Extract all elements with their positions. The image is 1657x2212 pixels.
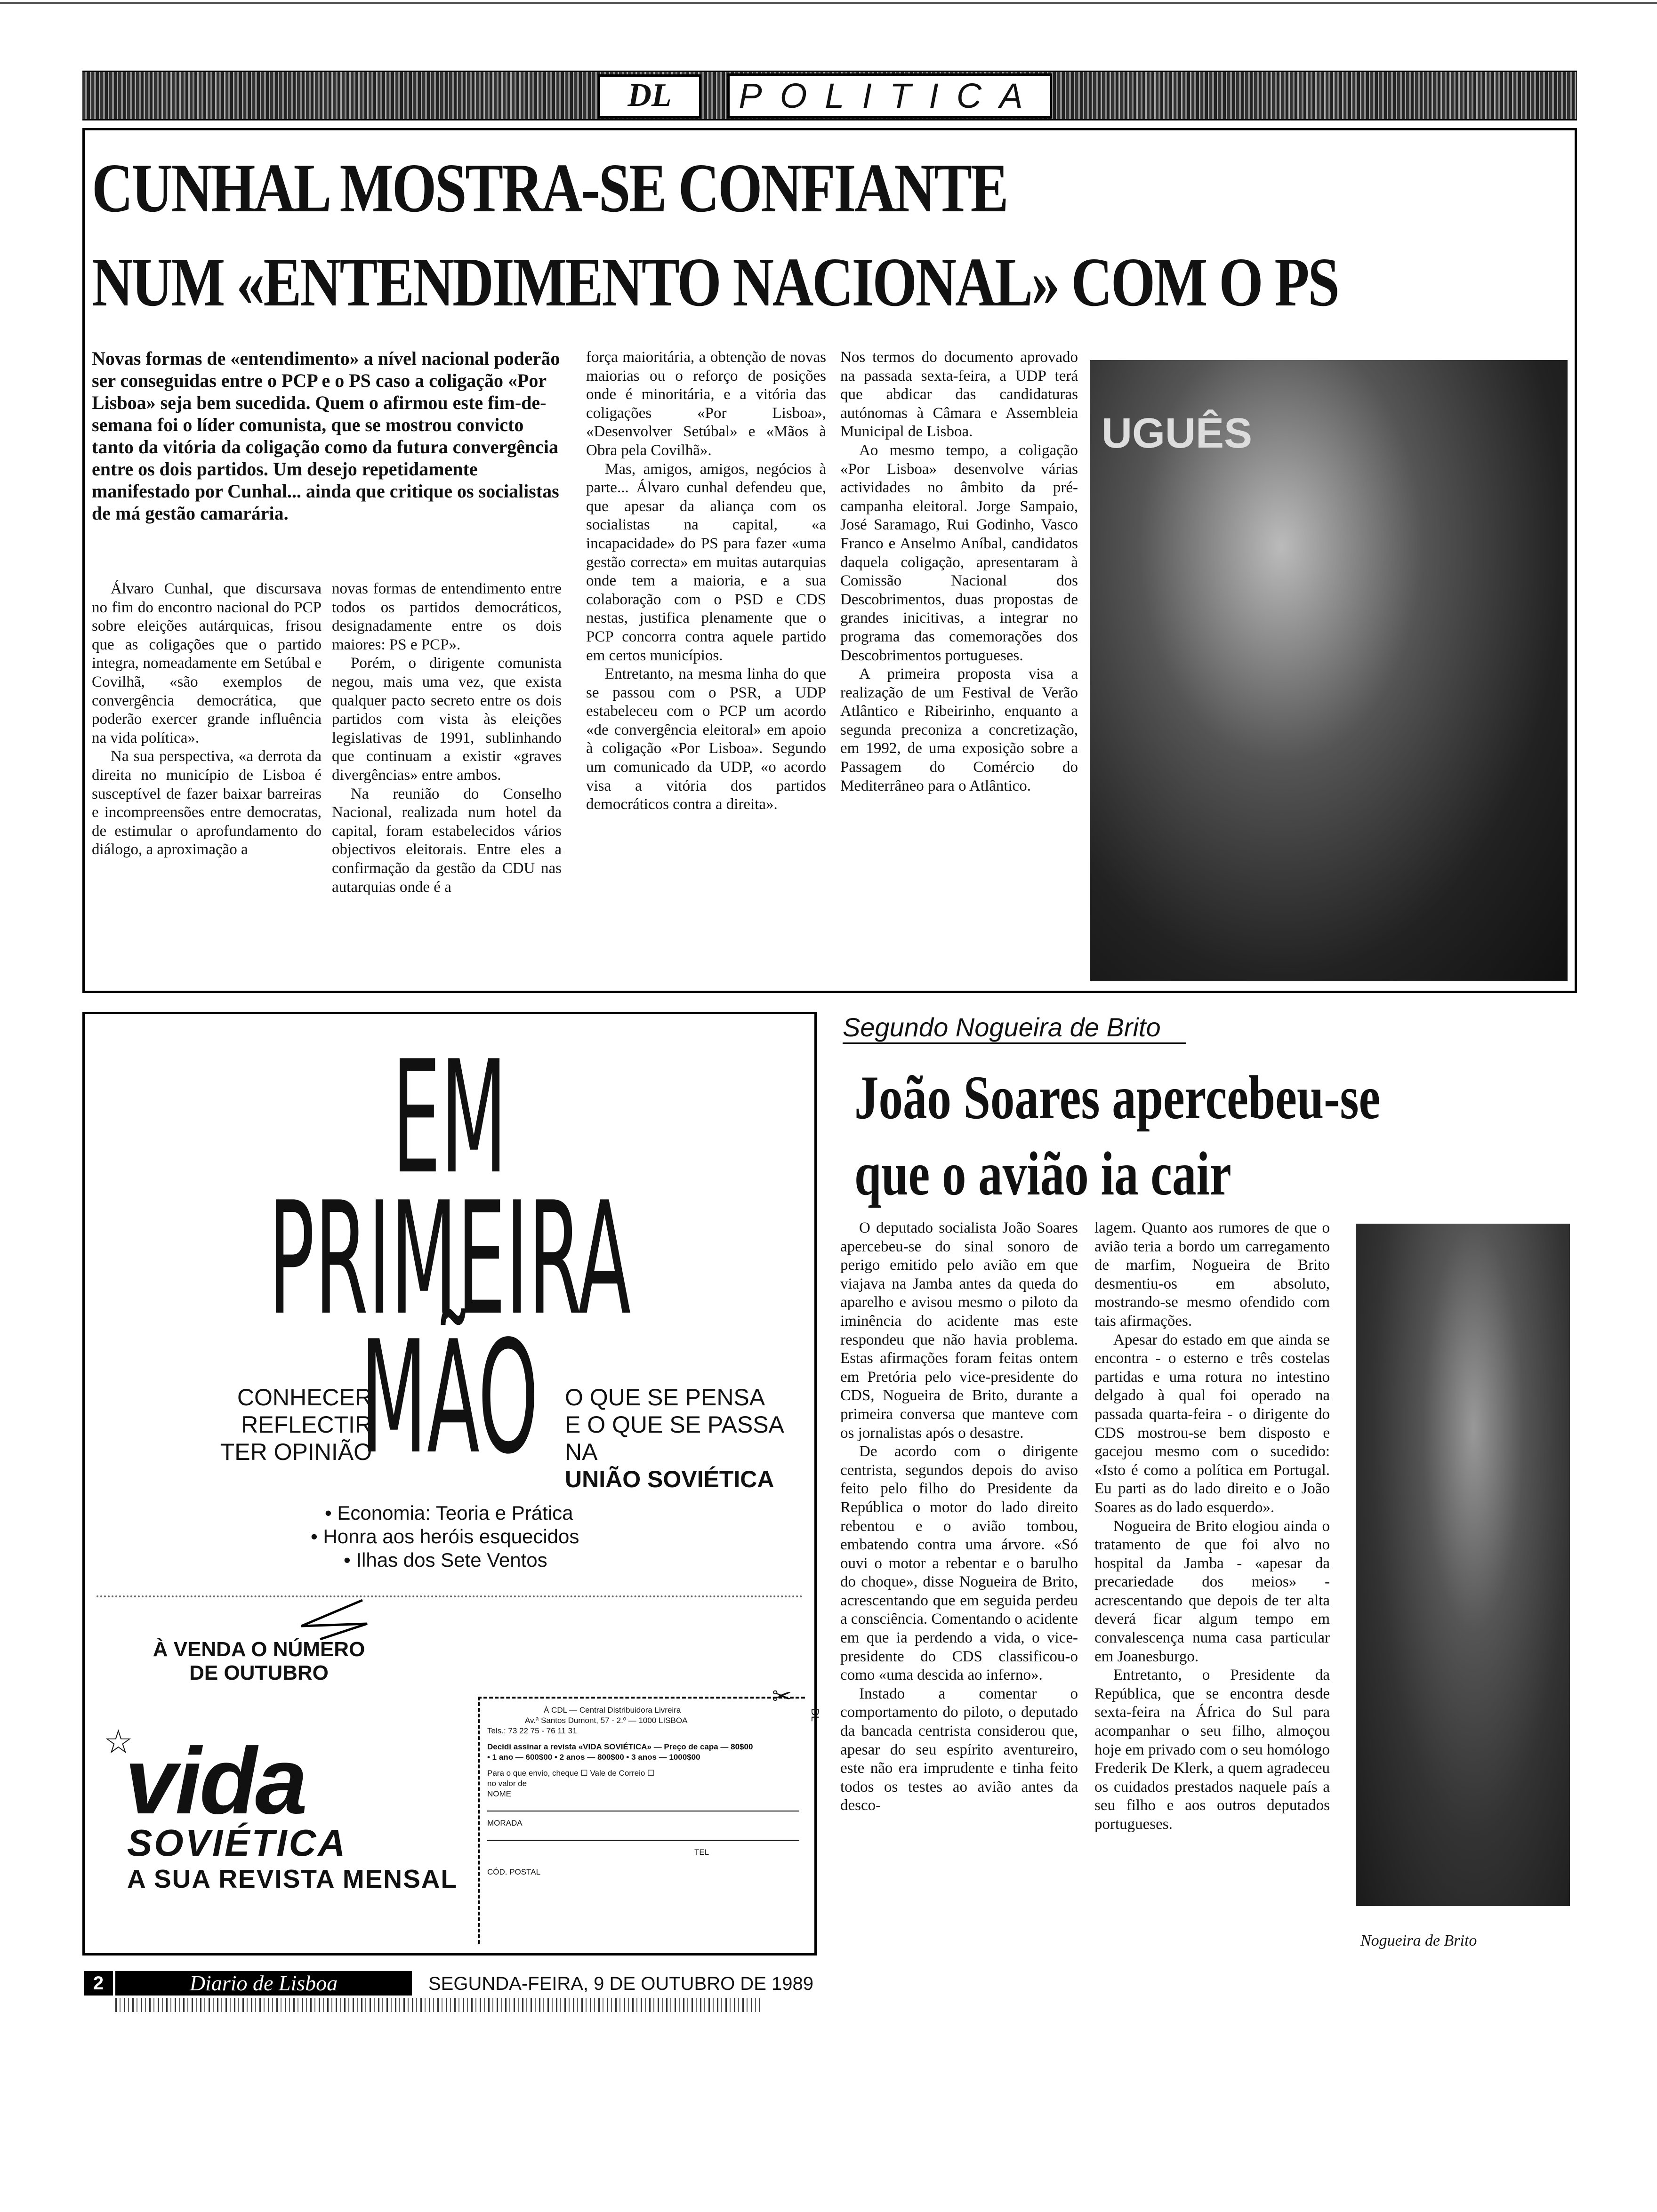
coupon-address: Av.ª Santos Dumont, 57 - 2.º — 1000 LISBOA	[525, 1716, 688, 1725]
paragraph: força maioritária, a obtenção de novas maiorias ou o reforço de posições onde é minoritária, e a vitória das coligações «Por Lisboa», «Desenvolver Setúbal» e «Mãos à Obra pela Covilhã».	[586, 349, 826, 459]
paragraph: novas formas de entendimento entre todos os partidos democráticos, designadamente entre os dois maiores: PS e PCP».	[332, 580, 562, 653]
paragraph: Na sua perspectiva, «a derrota da direita no município de Lisboa é susceptível de fazer baixar barreiras e incompreensões entre democratas, de estimular o aprofundamento do diálogo, a aproximação a	[92, 748, 322, 858]
coupon-address-field[interactable]	[487, 1831, 799, 1841]
article2-headline-line1: João Soares apercebeu-se	[854, 1063, 1381, 1132]
paragraph: Entretanto, na mesma linha do que se passou com o PSR, a UDP estabeleceu com o PCP um acordo «de convergência eleitoral» em apoio à coligação «Por Lisboa». Segundo um comunicado da UDP, «o acordo visa a vitória dos partidos democráticos contra a direita».	[586, 665, 826, 813]
article2-headline-line2: que o avião ia cair	[854, 1139, 1231, 1208]
coupon-subscribe: Decidi assinar a revista «VIDA SOVIÉTICA» — Preço de capa — 80$00	[487, 1742, 753, 1751]
ad-tagline: A SUA REVISTA MENSAL	[127, 1864, 458, 1893]
ad-sale-line: À VENDA O NÚMERO	[153, 1638, 365, 1661]
article1-column-3	[586, 348, 826, 981]
ad-corner-mark: DL	[809, 1708, 821, 1722]
coupon-value-label: no valor de	[487, 1779, 527, 1788]
ad-dotted-divider	[97, 1595, 803, 1597]
article2-kicker: Segundo Nogueira de Brito	[843, 1012, 1161, 1042]
footer-decorative-strip	[115, 1998, 760, 2012]
ad-right-line: E O QUE SE PASSA NA	[565, 1411, 783, 1465]
paragraph: Entretanto, o Presidente da República, que se encontra desde sexta-feira na África do Sul para acompanhar o seu filho, almoçou hoje em privado com o seu homólogo Frederik De Klerk, a quem agradeceu os cuidados prestados naquele país a seu filho e aos outros deputados portugueses.	[1094, 1667, 1330, 1833]
article1-headline-line1: CUNHAL MOSTRA-SE CONFIANTE	[92, 150, 1007, 227]
coupon-name-label: NOME	[487, 1789, 511, 1798]
kicker-rule	[843, 1042, 1186, 1044]
ad-bullet-list	[311, 1501, 640, 1572]
paragraph: Apesar do estado em que ainda se encontra - o esterno e três costelas partidas e uma rotura no intestino delgado à qual foi operado na passada quarta-feira - o dirigente do CDS mostrou-se bem disposto e gacejou mesmo com o sucedido: «Isto é como a política em Portugal. Eu parti as do lado direito e o João Soares as do lado esquerdo».	[1094, 1331, 1330, 1516]
article1-headline-line2: NUM «ENTENDIMENTO NACIONAL» COM O PS	[92, 244, 1338, 321]
coupon-address-label: MORADA	[487, 1819, 523, 1827]
star-icon: ☆	[104, 1723, 133, 1761]
coupon-name-field[interactable]	[487, 1802, 799, 1811]
issue-date: SEGUNDA-FEIRA, 9 DE OUTUBRO DE 1989	[428, 1973, 813, 1994]
ad-headline-primeira: PRIMEIRA	[268, 1169, 631, 1349]
ad-sale-line: DE OUTUBRO	[189, 1661, 329, 1684]
photo-caption: Nogueira de Brito	[1360, 1932, 1477, 1949]
coupon-address: À CDL — Central Distribuidora Livreira	[544, 1706, 681, 1715]
ad-right-line: O QUE SE PENSA	[565, 1384, 765, 1411]
page-number: 2	[84, 1971, 113, 1996]
ad-left-line: CONHECER	[237, 1384, 372, 1411]
paragraph: Na reunião do Conselho Nacional, realizada num hotel da capital, foram estabelecidos vários objectivos eleitorais. Entre eles a confirmação da gestão da CDU nas autarquias onde é a	[332, 785, 562, 896]
article1-column-2	[332, 580, 562, 980]
photo-background-lettering: UGUÊS	[1102, 410, 1253, 457]
dl-logo: DL	[598, 74, 701, 119]
paragraph: A primeira proposta visa a realização de um Festival de Verão Atlântico e Ribeirinho, enquanto a segunda preconiza a concretização, em 1992, de uma exposição sobre a Passagem do Comércio do Mediterrâneo para o Atlântico.	[840, 665, 1078, 794]
lightning-bolt-icon	[292, 1598, 386, 1640]
ad-bullet: • Honra aos heróis esquecidos	[311, 1525, 640, 1548]
paragraph: De acordo com o dirigente centrista, segundos depois do aviso feito pelo filho do Presidente da República o motor do lado direito rebentou e o avião tombou, embatendo contra uma árvore. «Só ouvi o motor a rebentar e o barulho do choque», disse Nogueira de Brito, acrescentando que em seguida perdeu a consciência. Comentando o acidente em que ia perdendo a vida, o vice-presidente do CDS classificou-o como «uma descida ao inferno».	[840, 1443, 1078, 1684]
ad-right-line: UNIÃO SOVIÉTICA	[565, 1466, 774, 1492]
ad-bullet: • Ilhas dos Sete Ventos	[311, 1548, 640, 1572]
paragraph: Nogueira de Brito elogiou ainda o tratamento de que foi alvo no hospital da Jamba - «apesar da precariedade dos meios» - acrescentando que depois de ter alta deverá ficar algum tempo em convalescença numa casa particular em Joanesburgo.	[1094, 1517, 1330, 1665]
article2-column-2	[1094, 1219, 1330, 1953]
ad-right-lines	[565, 1384, 819, 1493]
newspaper-name: Diario de Lisboa	[115, 1971, 412, 1996]
ad-headline-mao: MÃO	[361, 1307, 539, 1488]
ad-left-lines	[155, 1384, 372, 1466]
article1-column-1	[92, 580, 322, 980]
ad-bullet: • Economia: Teoria e Prática	[311, 1501, 640, 1525]
top-rule	[0, 2, 1657, 4]
paragraph: Mas, amigos, amigos, negócios à parte... Álvaro cunhal defendeu que, que apesar da aliança com os socialistas na capital, «a incapacidade» do PS para fazer «uma gestão correcta» em muitas autarquias onde tem a maioria, e a sua colaboração com o PSD e CDS nestas, justifica plenamente que o PCP concorra contra aquele partido em certos municípios.	[586, 460, 826, 664]
article1-lead: Novas formas de «entendimento» a nível nacional poderão ser conseguidas entre o PCP e o PS caso a coligação «Por Lisboa» seja bem sucedida. Quem o afirmou este fim-de-semana foi o líder comunista, que se mostrou convicto tanto da vitória da coligação como da futura convergência entre os dois partidos. Um desejo repetidamente manifestado por Cunhal... ainda que critique os socialistas de má gestão camarária.	[92, 348, 560, 524]
coupon-prices: • 1 ano — 600$00 • 2 anos — 800$00 • 3 anos — 1000$00	[487, 1753, 700, 1762]
coupon-postal-label: CÓD. POSTAL	[487, 1867, 541, 1876]
paragraph: Ao mesmo tempo, a coligação «Por Lisboa» desenvolve várias actividades no âmbito da pré-campanha eleitoral. Jorge Sampaio, José Saramago, Rui Godinho, Vasco Franco e Anselmo Aníbal, candidatos daquela coligação, apresentaram à Comissão Nacional dos Descobrimentos, duas propostas de grandes inicitivas, a integrar no programa das comemorações dos Descobrimentos portugueses.	[840, 441, 1078, 664]
ad-sale-notice	[137, 1638, 381, 1685]
paragraph: Instado a comentar o comportamento do piloto, o deputado da bancada centrista considerou que, apesar do seu espírito aventureiro, este não era imprudente e tinha feito todos os testes ao avião antes da desco-	[840, 1685, 1078, 1814]
ad-headline-em: EM	[392, 1027, 507, 1208]
ad-brand-sovietica: SOVIÉTICA	[127, 1822, 347, 1864]
article1-column-4	[840, 348, 1078, 981]
paragraph: Nos termos do documento aprovado na passada sexta-feira, a UDP terá que abdicar das candidaturas autónomas à Câmara e Assembleia Municipal de Lisboa.	[840, 349, 1078, 441]
scissors-icon: ✂	[772, 1683, 792, 1710]
nogueira-de-brito-photo	[1356, 1224, 1570, 1906]
section-title: POLITICA	[727, 73, 1052, 119]
paragraph: Álvaro Cunhal, que discursava no fim do encontro nacional do PCP sobre eleições autárquicas, frisou que as coligações que o partido integra, nomeadamente em Setúbal e Covilhã, «são exemplos de convergência democrática, que poderão exercer grande influência na vida política».	[92, 580, 322, 746]
article2-column-1	[840, 1219, 1078, 1953]
coupon-phone: Tels.: 73 22 75 - 76 11 31	[487, 1726, 577, 1735]
paragraph: O deputado socialista João Soares apercebeu-se do sinal sonoro de perigo emitido pelo avião em que viajava na Jamba antes da queda do aparelho e avisou mesmo o piloto da iminência do acidente mas este respondeu que não havia problema. Estas afirmações foram feitas ontem em Pretória pelo vice-presidente do CDS, Nogueira de Brito, durante a primeira conversa que manteve com os jornalistas após o desastre.	[840, 1219, 1078, 1442]
ad-left-line: REFLECTIR	[241, 1411, 372, 1438]
paragraph: Porém, o dirigente comunista negou, mais uma vez, que exista qualquer pacto secreto entre os dois partidos com vista às eleições legislativas de 1991, sublinhando que continuam a existir «graves divergências» entre ambos.	[332, 655, 562, 784]
ad-left-line: TER OPINIÃO	[220, 1439, 372, 1465]
subscription-coupon	[478, 1697, 805, 1944]
paragraph: lagem. Quanto aos rumores de que o avião teria a bordo um carregamento de marfim, Nogueira de Brito desmentiu-os em absoluto, mostrando-se mesmo ofendido com tais afirmações.	[1094, 1219, 1330, 1330]
coupon-tel-label: TEL	[694, 1848, 709, 1857]
coupon-payment[interactable]: Para o que envio, cheque ☐ Vale de Correio ☐	[487, 1769, 655, 1778]
ad-brand-vida: vida	[125, 1729, 306, 1834]
